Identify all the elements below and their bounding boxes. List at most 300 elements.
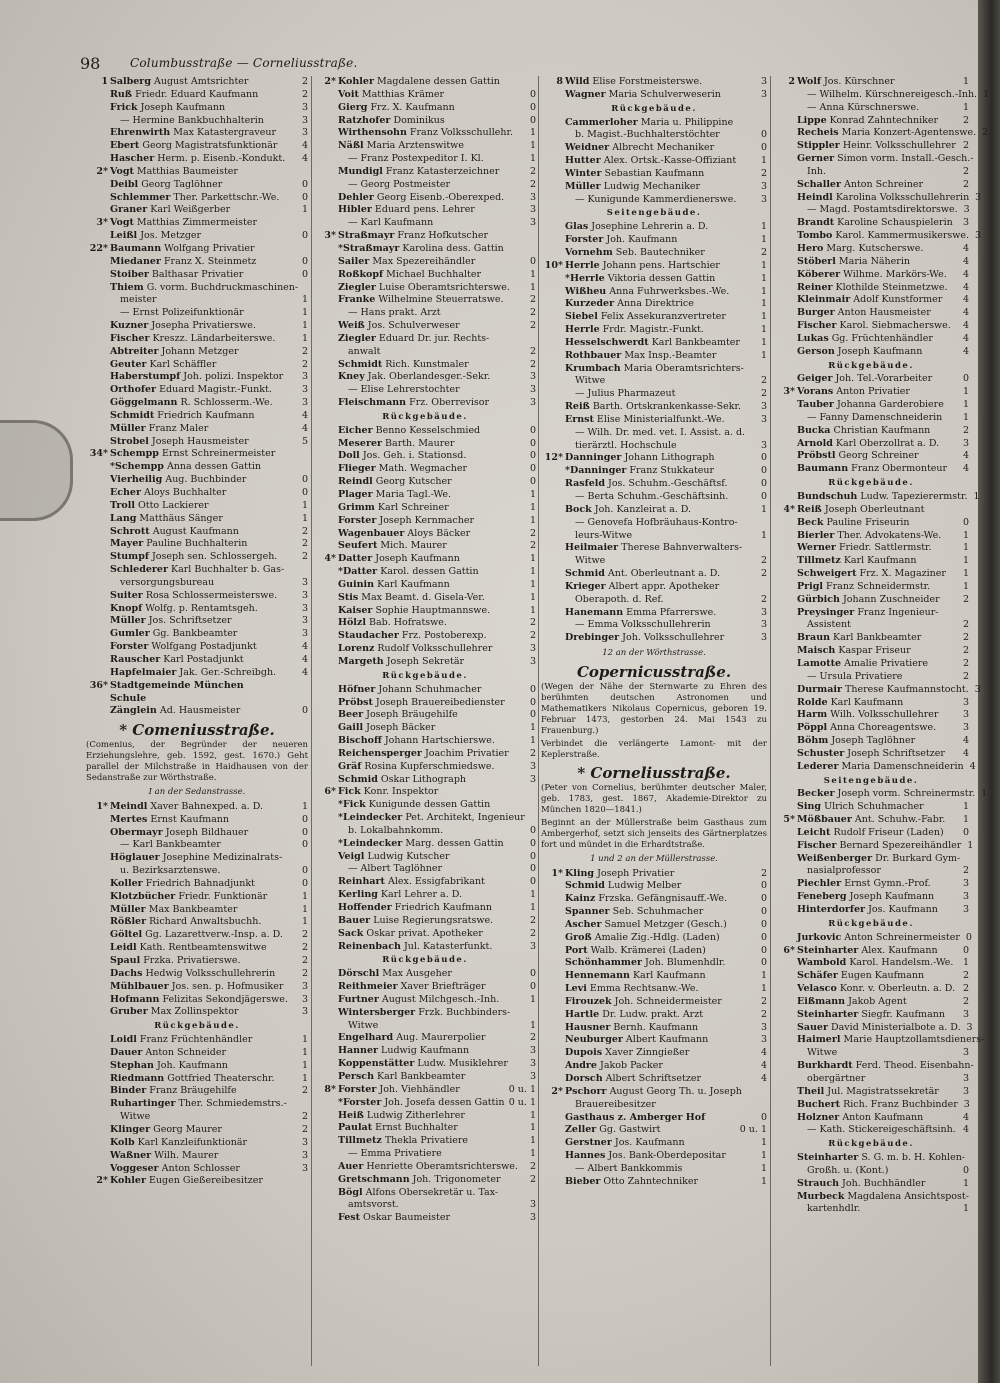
book-binding-edge [978,0,1000,1383]
resident-name: Schuster [797,747,845,759]
resident-occupation: Karol. dessen Gattin [380,566,479,578]
house-number [773,115,797,128]
entry-text [565,337,755,350]
resident-name: Groß [565,931,592,943]
house-number [86,1073,110,1086]
entry-text [565,1150,755,1163]
house-number [86,204,110,217]
house-number [541,298,565,311]
resident-name: Baumann [797,463,849,475]
entry-text [797,735,957,748]
resident-occupation: Otto Zahntechniker [603,1175,699,1187]
resident-name: Hero [797,242,824,254]
floor-number [296,448,308,461]
floor-number: 0 [760,880,767,892]
resident-name: Reiß [565,401,590,413]
entry-text [110,204,296,217]
house-number [773,891,797,904]
resident-entry [314,1097,536,1110]
entry-text [565,868,755,881]
resident-name: Ascher [565,918,602,930]
floor-number: 2 [301,525,308,537]
entry-continuation [86,115,308,128]
entry-text [338,684,524,697]
entry-text [797,632,957,645]
house-number [86,307,110,320]
house-number [314,115,338,128]
house-number [86,603,110,616]
house-number [314,968,338,981]
floor-number: 1 [760,155,767,167]
house-number [314,397,338,410]
resident-name: Vogt [110,217,134,229]
resident-occupation: Ad. Hausmeister [159,705,241,717]
resident-occupation: Georg Eisenb.-Oberexped. [376,191,505,203]
floor-number: 0 [529,709,536,721]
resident-entry [541,919,767,932]
floor-number: 0 [962,944,969,956]
resident-name: Preysinger [797,606,855,618]
resident-entry [541,350,767,363]
resident-name: Holzner [797,1111,840,1123]
house-number [86,1034,110,1047]
resident-entry [773,1060,974,1073]
resident-occupation: Gg. Bankbeamter [152,628,238,640]
resident-occupation: leurs-Witwe [575,529,633,541]
resident-name: Doll [338,450,360,462]
resident-name: Hannes [565,1150,606,1162]
resident-occupation: David Ministerialbote a. D. [831,1021,961,1033]
resident-name: Hanner [338,1045,378,1057]
floor-number: 2 [760,593,767,605]
house-number [541,1176,565,1189]
resident-occupation: Marie Hauptzollamtsdieners- [843,1034,985,1046]
entry-text [797,127,976,140]
house-number [314,812,338,825]
resident-name: Lukas [797,332,829,344]
resident-occupation: nasialprofessor [807,865,881,877]
resident-occupation: Bernard Spezereihändler [839,839,962,851]
resident-entry [86,140,308,153]
resident-occupation: Emma Rechtsanw.-We. [589,983,699,995]
resident-occupation: tierärztl. Hochschule [575,439,677,451]
entry-text [110,320,296,333]
resident-name: Ziegler [338,332,376,344]
resident-occupation: u. Bezirksarztenswe. [120,865,221,877]
entry-text [110,1150,296,1163]
resident-name: Klinger [110,1123,151,1135]
entry-text [797,1191,969,1204]
house-number [314,1187,338,1200]
resident-name: Arnold [797,437,833,449]
resident-occupation: Inh. [807,165,827,177]
resident-name: Pschorr [565,1085,607,1097]
resident-entry [314,553,536,566]
resident-occupation: Ther. Parkettschr.-We. [173,191,280,203]
house-number [541,945,565,958]
floor-number: 4 [760,1073,767,1084]
resident-entry [773,333,969,346]
resident-entry [86,1034,308,1047]
resident-name: Kainz [565,893,596,905]
street-title: * Comeniusstraße. [119,721,275,740]
resident-entry [314,889,536,902]
house-number [541,594,565,607]
house-number [314,748,338,761]
resident-occupation: Karl Lehrer a. D. [380,889,463,901]
floor-number: 2 [529,345,536,357]
resident-occupation: Franz Hofkutscher [397,230,489,242]
house-number [86,577,110,590]
entry-text [797,983,957,996]
resident-occupation: Dr. Ludw. prakt. Arzt [602,1008,704,1020]
resident-entry [86,615,308,628]
resident-name: Salberg [110,76,151,87]
entry-text [797,192,969,205]
house-number [773,1060,797,1073]
entry-text [110,513,296,526]
house-number [773,735,797,748]
floor-number: 0 [529,101,536,113]
floor-number [524,230,536,243]
resident-name: Mößbauer [797,814,852,826]
house-number [314,774,338,787]
resident-entry [541,76,767,89]
entry-text [110,346,296,359]
resident-occupation: Joseph Kaufmann [375,553,460,565]
resident-name: Lederer [797,760,839,772]
resident-entry [314,630,536,643]
resident-occupation: Konrad Zahntechniker [829,114,939,126]
floor-number: 2 [760,246,767,258]
resident-name: Mertes [110,813,148,825]
resident-occupation: Franz Obermonteur [851,463,948,475]
resident-name: Wild [565,76,590,87]
resident-name: Stoiber [110,268,149,280]
resident-occupation: Pauline Buchhalterin [146,538,248,550]
house-number [86,256,110,269]
house-number [314,384,338,397]
resident-name: Andre [565,1060,597,1072]
resident-entry [314,1174,536,1187]
resident-occupation: Wilh. Maurer [154,1149,219,1161]
resident-name: Recheis [797,127,839,139]
resident-entry [86,461,308,474]
entry-text [338,1135,524,1148]
floor-number: 1 [529,514,536,526]
entry-continuation [773,88,990,102]
house-number [541,504,565,517]
resident-occupation: Eduard Magistr.-Funkt. [159,384,272,396]
resident-name: Forster [565,234,604,246]
resident-entry [541,181,767,194]
floor-number: 4 [962,1124,969,1136]
resident-occupation: — Franz Postexpeditor I. Kl. [348,153,484,165]
house-number [86,1111,110,1124]
entry-continuation [86,294,308,307]
entry-text [338,825,524,838]
resident-occupation: Amalie Zig.-Hdlg. (Laden) [594,931,720,943]
house-number [773,373,797,386]
resident-entry [541,1124,767,1137]
house-number [773,619,797,632]
resident-entry [541,1137,767,1150]
floor-number [755,117,767,130]
entry-text [338,605,524,618]
house-number [773,904,797,917]
resident-name: Bucka [797,424,831,436]
resident-entry [314,1084,536,1097]
house-number [773,957,797,970]
floor-number: 3 [529,204,536,216]
entry-text [797,891,957,904]
resident-occupation: Franz Katasterzeichner [385,165,500,177]
entry-text [797,671,957,684]
house-number [541,363,565,376]
house-number [773,1009,797,1022]
resident-name: *Schempp [110,461,164,473]
house-number [314,294,338,307]
entry-text [110,307,296,320]
building-section-label: Rückgebäude. [828,360,914,371]
resident-entry [541,504,767,517]
floor-number: 4 [301,140,308,152]
page-clip [0,420,73,521]
entry-text [110,680,296,693]
entry-text [338,761,524,774]
entry-continuation [314,153,536,166]
street-note: Verbindet die verlängerte Lamont- mit der Keplerstraße. [541,738,767,760]
entry-text [338,153,524,166]
resident-occupation: Karol. Siebmacherswe. [839,320,951,332]
entry-text [110,436,296,449]
floor-number: 2 [962,970,969,982]
resident-entry [86,371,308,384]
house-number [541,401,565,414]
resident-name: Schweigert [797,568,857,580]
resident-entry [86,994,308,1007]
house-number [773,1047,797,1060]
resident-entry [773,788,988,801]
house-number [314,941,338,954]
entry-text [110,942,296,955]
resident-occupation: — Ernst Polizeifunktionär [120,307,244,319]
house-number [773,425,797,438]
resident-entry [86,269,308,282]
resident-name: Kaiser [338,604,373,616]
floor-number: 2 [301,551,308,563]
floor-number: 1 [760,285,767,297]
resident-occupation: Luise Oberamtsrichterswe. [378,281,510,293]
house-number [773,1022,797,1035]
resident-occupation: Gg. Früchtenhändler [831,332,933,344]
resident-occupation: Frzska. Gefängnisauff.-We. [598,893,727,905]
resident-occupation: amtsvorst. [348,1199,399,1211]
resident-occupation: Max Zollinspektor [150,1006,239,1018]
house-number [86,827,110,840]
entry-text [797,256,957,269]
floor-number: 2 [962,995,969,1007]
resident-occupation: Thekla Privatiere [384,1135,469,1147]
resident-entry [314,786,536,799]
entry-text [565,181,755,194]
entry-text [797,658,957,671]
resident-occupation: Georg Kutscher [375,476,452,488]
entry-text [797,827,957,840]
entry-text [797,1073,957,1086]
floor-number: 1 [301,307,308,319]
floor-number: 3 [529,940,536,952]
entry-text [110,474,296,487]
resident-occupation: — Hermine Bankbuchhalterin [120,114,264,126]
entry-text [110,243,296,256]
resident-occupation: Ludwig Zitherlehrer [366,1109,465,1121]
house-number [314,1148,338,1161]
resident-occupation: obergärtner [807,1072,866,1084]
entry-text [797,333,957,346]
house-number [86,994,110,1007]
house-number [773,282,797,295]
house-number [314,540,338,553]
house-number [314,1097,338,1110]
house-number [773,192,797,205]
resident-entry [86,1060,308,1073]
resident-occupation: Matthias Krämer [361,88,445,100]
house-number [86,127,110,140]
floor-number: 3 [760,1034,767,1046]
resident-entry [86,628,308,641]
resident-entry [773,542,969,555]
floor-number: 3 [301,576,308,588]
resident-entry [86,705,308,718]
resident-name: Müller [110,615,146,627]
resident-entry [314,1045,536,1058]
resident-occupation: Joh. Kaufmann [606,234,678,246]
resident-entry [773,878,969,891]
resident-entry [86,423,308,436]
floor-number: 3 [529,397,536,409]
house-number: 1 [101,76,108,87]
resident-name: Mundigl [338,165,383,177]
resident-occupation: Joseph Kernmacher [379,514,475,526]
resident-name: Dehler [338,191,374,203]
house-number [314,502,338,515]
resident-entry [314,799,536,812]
resident-occupation: Maria Konzert-Agentenswe. [841,127,977,139]
entry-text [797,581,957,594]
entry-continuation [773,865,969,878]
entry-text [338,630,524,643]
floor-number: 1 [962,542,969,554]
entry-text [338,981,524,994]
resident-name: Fischer [110,332,150,344]
resident-entry [541,1112,767,1125]
resident-occupation: Joh. Volksschullehrer [622,632,725,644]
house-number [773,204,797,217]
entry-text [565,1047,755,1060]
floor-number: 1 [301,499,308,511]
floor-number: 1 [967,839,974,851]
entry-text [565,363,755,376]
house-number [541,517,565,530]
entry-text [110,1073,296,1086]
resident-entry [541,168,767,181]
entry-text [565,414,755,427]
house-number [541,970,565,983]
house-number: 10* [544,259,563,271]
resident-entry [314,915,536,928]
house-number [86,929,110,942]
floor-number: 4 [962,463,969,475]
resident-occupation: Ant. Oberleutnant a. D. [607,568,721,580]
resident-entry [314,994,536,1007]
house-number [773,102,797,115]
house-number [86,551,110,564]
floor-number: 1 [760,1175,767,1187]
entry-text [110,564,296,577]
resident-entry [86,801,308,814]
entry-text [565,117,755,130]
entry-text [565,1086,755,1099]
resident-occupation: Matthäus Sänger [139,512,223,524]
resident-entry [86,1098,308,1111]
floor-number: 3 [529,1199,536,1211]
resident-name: Paulat [338,1122,373,1134]
floor-number: 0 [760,957,767,969]
house-number [314,256,338,269]
resident-entry [773,891,969,904]
floor-number [957,607,969,620]
resident-name: Klotzbücher [110,890,176,902]
entry-text [797,307,957,320]
floor-number: 2 [301,967,308,979]
entry-text [338,1032,524,1045]
floor-number: 2 [529,294,536,306]
resident-name: Weidner [565,142,610,154]
resident-entry [314,643,536,656]
entry-text [797,814,957,827]
house-number [86,968,110,981]
floor-number: 1 [529,1019,536,1031]
resident-occupation: Jos. sen. p. Hofmusiker [171,980,284,992]
house-number [773,1086,797,1099]
resident-name: Riedmann [110,1072,165,1084]
house-number [773,594,797,607]
resident-occupation: Witwe [807,1047,838,1059]
resident-name: Reithmeier [338,981,398,993]
resident-entry [86,89,308,102]
resident-entry [86,166,308,179]
entry-text [110,839,296,852]
house-number [314,566,338,579]
resident-name: Piechler [797,878,842,890]
resident-name: Gerson [797,345,835,357]
floor-number: 0 [760,129,767,141]
resident-entry [314,981,536,994]
floor-number: 0 [301,865,308,877]
resident-name: Gerner [797,153,835,165]
house-number [773,970,797,983]
entry-text [797,179,957,192]
resident-occupation: Ludwig Kutscher [367,850,450,862]
floor-number: 2 [962,114,969,126]
house-number [541,619,565,632]
resident-occupation: Anna Direktrice [617,298,694,310]
resident-entry [314,748,536,761]
floor-number: 1 [529,566,536,578]
resident-entry [314,502,536,515]
entry-text [565,970,755,983]
